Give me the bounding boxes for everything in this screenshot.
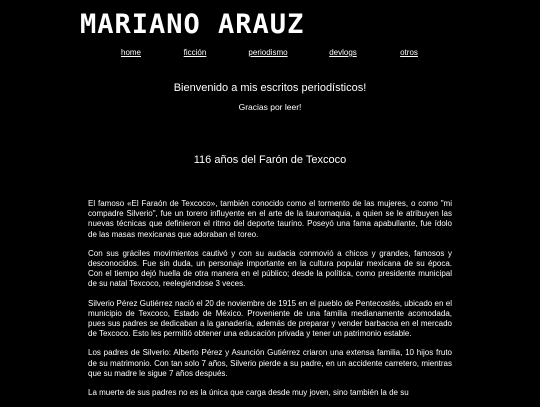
article-paragraph-3: Silverio Pérez Gutiérrez nació el 20 de noviembre de 1915 en el pueblo de Pentecostés, ubicado en el municipio de Texcoco, Estado de México. Proveniente de una familia medianamente acomodada, pues sus padres se dedicaban a la ganadería, además de preparar y vender barbacoa en el mercado de Texcoco. Esto les permitió obtener una educación privada y tener un patrimonio estable. [88, 298, 452, 339]
nav-link-devlogs[interactable]: devlogs [329, 48, 357, 57]
article-title: 116 años del Farón de Texcoco [193, 154, 347, 166]
nav-link-otros[interactable]: otros [400, 48, 418, 57]
article-paragraph-4: Los padres de Silverio: Alberto Pérez y Asunción Gutiérrez criaron una extensa familia, 10 hijos fruto de su matrimonio. Con tan solo 7 años, Silverio pierde a su padre, en un accidente carretero, mientras que su madre le sigue 7 años después. [88, 348, 452, 378]
nav-link-periodismo[interactable]: periodismo [248, 48, 288, 57]
thanks-text: Gracias por leer! [238, 102, 302, 112]
article-body [88, 199, 452, 407]
welcome-heading: Bienvenido a mis escritos periodísticos! [173, 82, 367, 94]
main-nav [0, 48, 540, 62]
site-logo[interactable]: MARIANO ARAUZ [80, 9, 305, 40]
article-paragraph-1: El famoso «El Faraón de Texcoco», también conocido como el tormento de las mujeres, o como "mi compadre Silverio", fue un torero influyente en el arte de la tauromaquia, a quien se le atribuyen las nuevas técnicas que definieron el ritmo del deporte taurino. Poseyó una fama apabullante, fue ídolo de las masas mexicanas que adoraban el toreo. [88, 199, 452, 239]
nav-link-home[interactable]: home [120, 48, 142, 57]
article-paragraph-2: Con sus gráciles movimientos cautivó y con su audacia conmovió a chicos y grandes, famosos y desconocidos. Fue sin duda, un personaje importante en la cultura popular mexicana de su época. Con el tiempo dejó huella de otra manera en el público; desde la política, como presidente municipal de su natal Texcoco, reelegiéndose 3 veces. [88, 248, 452, 289]
nav-link-ficcion[interactable]: ficción [183, 48, 207, 57]
article-paragraph-5: La muerte de sus padres no es la única que carga desde muy joven, sino también la de su [88, 388, 409, 398]
